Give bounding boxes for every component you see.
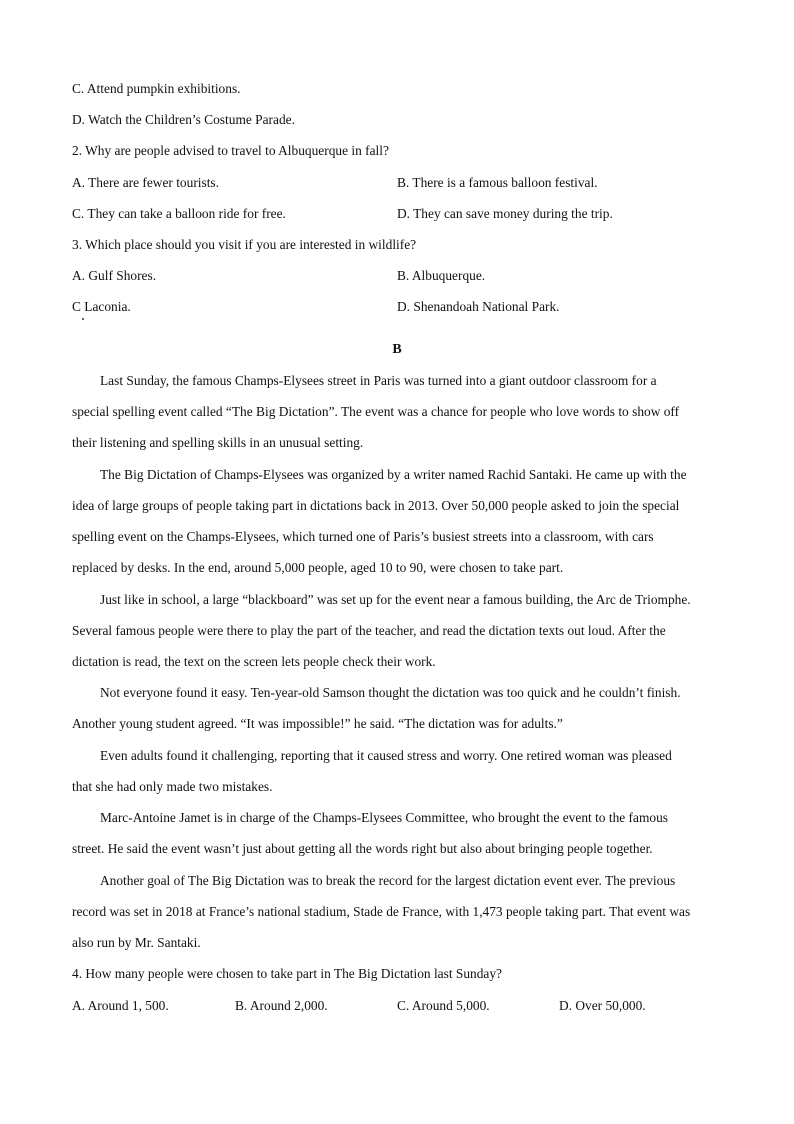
passage-line: spelling event on the Champs-Elysees, which turned one of Paris’s busiest streets into a classroom, with cars	[72, 529, 654, 544]
option-d-prev: D. Watch the Children’s Costume Parade.	[72, 112, 295, 127]
passage-line: dictation is read, the text on the screen lets people check their work.	[72, 654, 436, 669]
q3-option-d: D. Shenandoah National Park.	[397, 299, 560, 314]
passage-line: replaced by desks. In the end, around 5,000 people, aged 10 to 90, were chosen to take part.	[72, 560, 564, 575]
q4-option-d: D. Over 50,000.	[559, 998, 646, 1013]
question-4: 4. How many people were chosen to take part in The Big Dictation last Sunday?	[72, 966, 503, 981]
passage-line: Just like in school, a large “blackboard” was set up for the event near a famous building, the Arc de Triomphe.	[100, 592, 691, 607]
passage-line: Even adults found it challenging, reporting that it caused stress and worry. One retired woman was pleased	[100, 748, 672, 763]
passage-line: Last Sunday, the famous Champs-Elysees street in Paris was turned into a giant outdoor classroom for a	[100, 373, 657, 388]
passage-line: Another young student agreed. “It was impossible!” he said. “The dictation was for adults.”	[72, 716, 563, 731]
passage-line: Several famous people were there to play the part of the teacher, and read the dictation texts out loud. After the	[72, 623, 666, 638]
q2-option-b: B. There is a famous balloon festival.	[397, 175, 598, 190]
passage-line: that she had only made two mistakes.	[72, 779, 273, 794]
q3-option-a: A. Gulf Shores.	[72, 268, 157, 283]
q3-option-c: C Laconia.	[72, 299, 131, 314]
passage-line: also run by Mr. Santaki.	[72, 935, 201, 950]
passage-line: record was set in 2018 at France’s national stadium, Stade de France, with 1,473 people taking part. That event was	[72, 904, 691, 919]
q2-option-c: C. They can take a balloon ride for free.	[72, 206, 286, 221]
passage-line: special spelling event called “The Big Dictation”. The event was a chance for people who love words to show off	[72, 404, 680, 419]
passage-line: street. He said the event wasn’t just about getting all the words right but also about bringing people together.	[72, 841, 653, 856]
passage-line: The Big Dictation of Champs-Elysees was organized by a writer named Rachid Santaki. He came up with the	[100, 467, 687, 482]
q4-option-a: A. Around 1, 500.	[72, 998, 169, 1013]
passage-line: idea of large groups of people taking part in dictations back in 2013. Over 50,000 people asked to join the special	[72, 498, 680, 513]
passage-line: Marc-Antoine Jamet is in charge of the Champs-Elysees Committee, who brought the event to the famous	[100, 810, 668, 825]
question-3: 3. Which place should you visit if you are interested in wildlife?	[72, 237, 417, 252]
passage-line: their listening and spelling skills in an unusual setting.	[72, 435, 364, 450]
stray-dot-mark	[82, 318, 84, 320]
passage-line: Not everyone found it easy. Ten-year-old Samson thought the dictation was too quick and he couldn’t finish.	[100, 685, 681, 700]
q2-option-a: A. There are fewer tourists.	[72, 175, 219, 190]
q4-option-b: B. Around 2,000.	[235, 998, 328, 1013]
q2-option-d: D. They can save money during the trip.	[397, 206, 613, 221]
section-heading: B	[392, 342, 402, 357]
passage-line: Another goal of The Big Dictation was to break the record for the largest dictation event ever. The previous	[100, 873, 676, 888]
question-2: 2. Why are people advised to travel to Albuquerque in fall?	[72, 143, 389, 158]
option-c-prev: C. Attend pumpkin exhibitions.	[72, 81, 241, 96]
q3-option-b: B. Albuquerque.	[397, 268, 486, 283]
q4-option-c: C. Around 5,000.	[397, 998, 490, 1013]
